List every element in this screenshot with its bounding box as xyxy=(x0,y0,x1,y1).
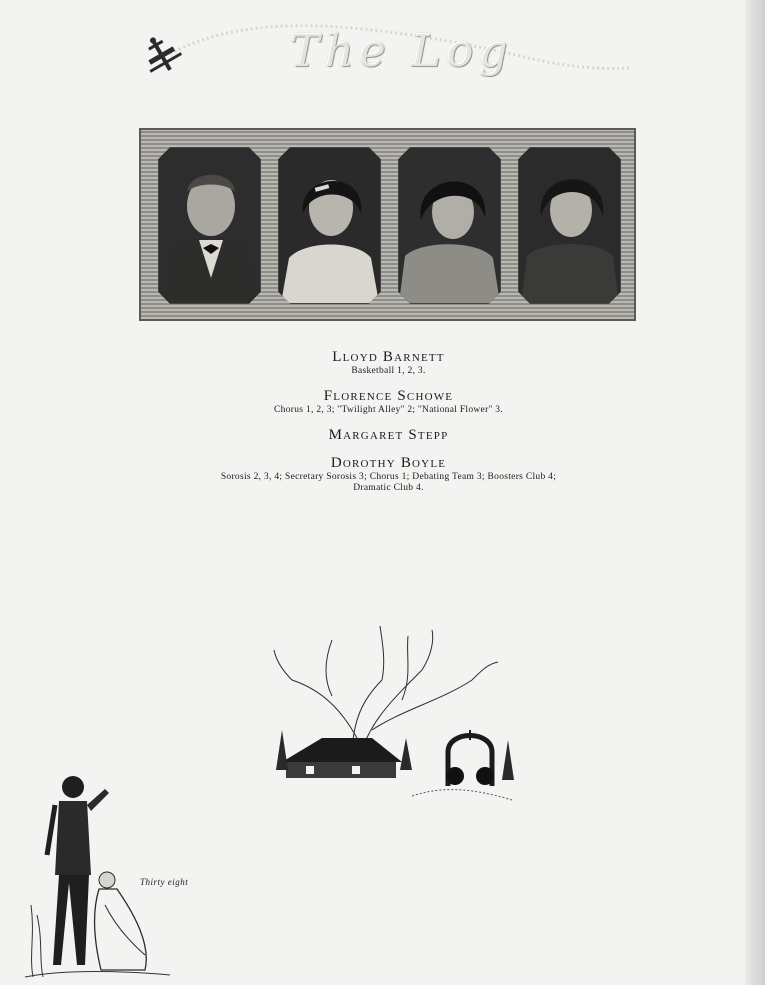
corner-figures-illustration xyxy=(25,765,175,980)
page-number: Thirty eight xyxy=(140,877,189,887)
entry-detail: Sorosis 2, 3, 4; Secretary Sorosis 3; Chorus 1; Debating Team 3; Boosters Club 4; xyxy=(220,472,557,482)
portrait-margaret-stepp xyxy=(398,147,501,304)
tree-illustration xyxy=(262,620,518,825)
entry-detail: Dramatic Club 4. xyxy=(353,483,424,493)
portrait-dorothy-boyle xyxy=(518,147,621,304)
masthead xyxy=(140,12,640,92)
entry-name: Florence Schowe xyxy=(323,388,454,404)
page-edge-shadow xyxy=(745,0,765,985)
portrait-strip xyxy=(139,128,636,321)
figures-illustration xyxy=(25,765,175,980)
portrait-lloyd-barnett xyxy=(158,147,261,304)
entry-detail: Basketball 1, 2, 3. xyxy=(351,366,426,376)
entry-detail: Chorus 1, 2, 3; ''Twilight Alley'' 2; ''National Flower'' 3. xyxy=(274,405,503,415)
portrait-florence-schowe xyxy=(278,147,381,304)
entry-name: Lloyd Barnett xyxy=(332,349,445,365)
captions xyxy=(140,348,637,494)
entry-name: Margaret Stepp xyxy=(328,427,449,443)
tree-gate-vignette xyxy=(262,620,518,825)
masthead-title: The Log xyxy=(290,26,514,77)
entry-name: Dorothy Boyle xyxy=(330,455,447,471)
